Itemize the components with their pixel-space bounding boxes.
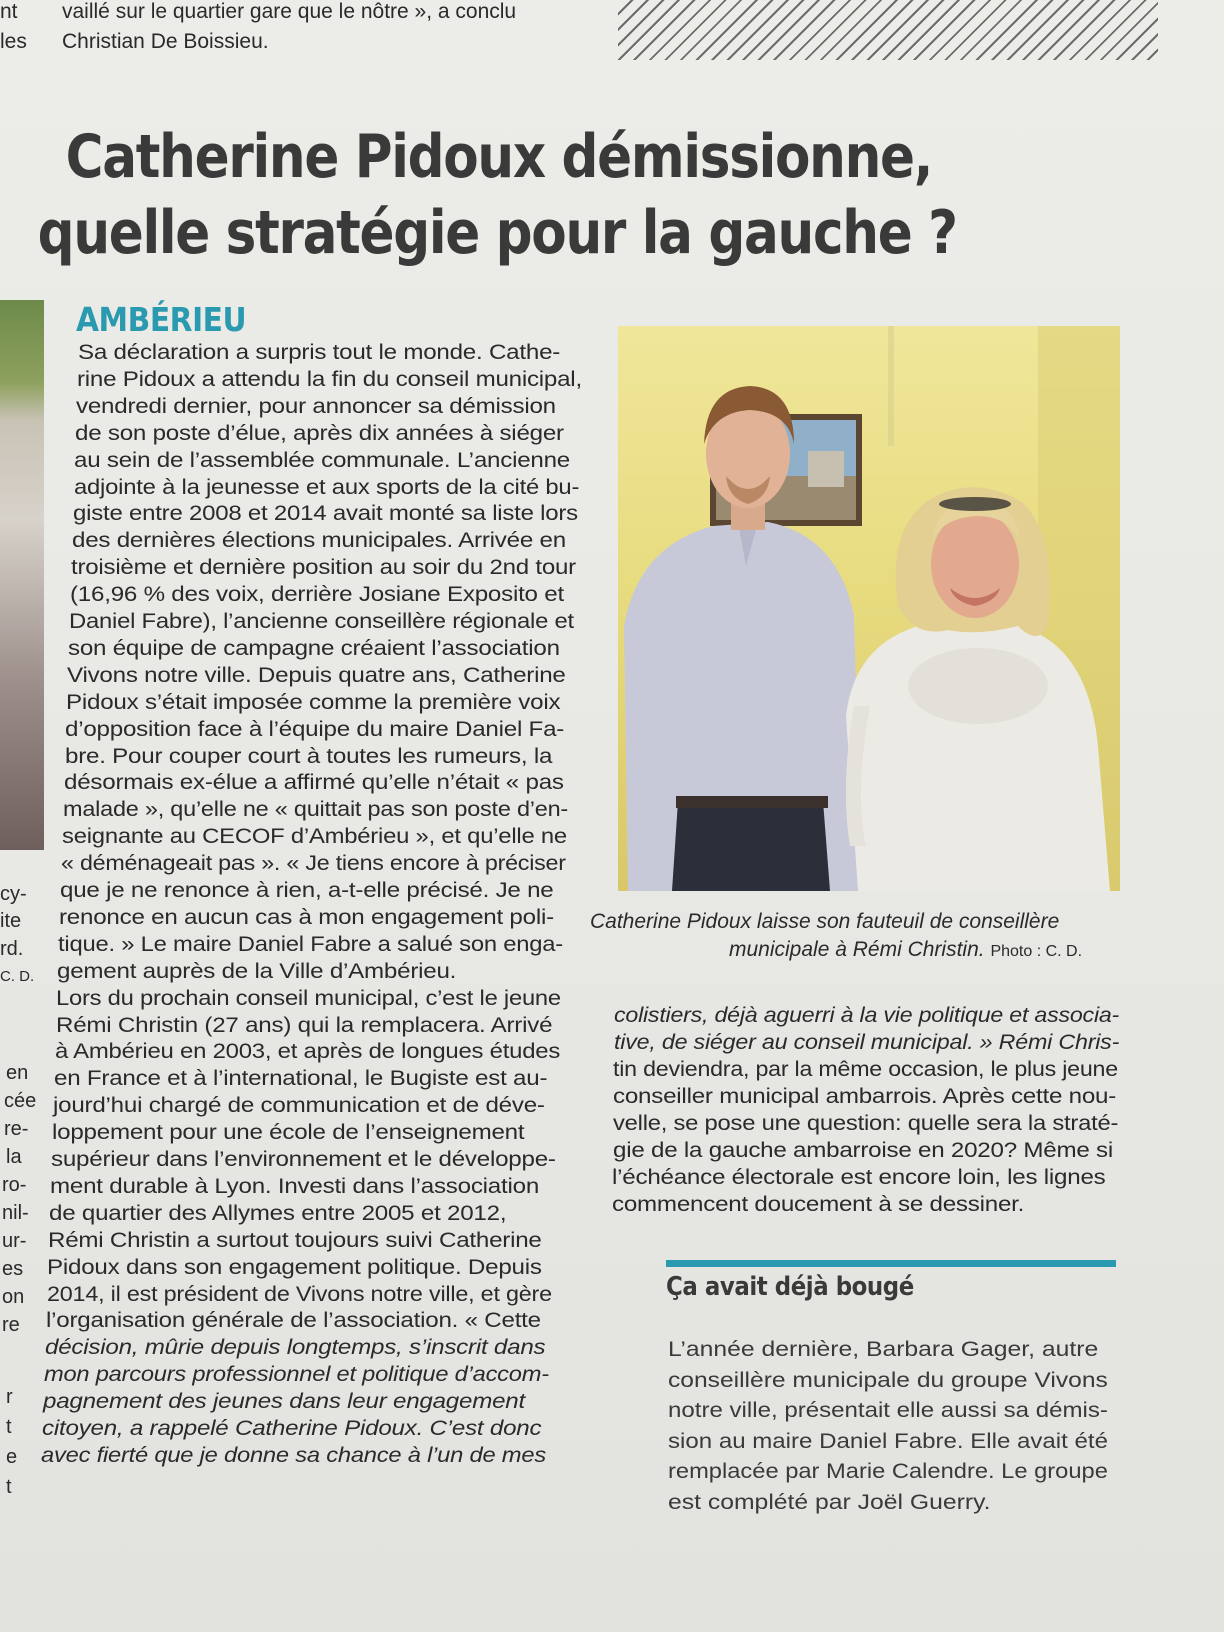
article-line: de son poste d’élue, après dix années à siéger — [75, 421, 564, 445]
article-line: 2014, il est président de Vivons notre ville, et gère — [47, 1282, 552, 1306]
article-line: velle, se pose une question: quelle sera la straté- — [613, 1112, 1119, 1135]
gutter-top-fragment: les — [0, 30, 27, 53]
article-line: tin deviendra, par la même occasion, le plus jeune — [613, 1058, 1118, 1081]
article-line: d’opposition face à l’équipe du maire Daniel Fa- — [65, 717, 565, 741]
article-line: adjointe à la jeunesse et aux sports de la cité bu- — [74, 475, 580, 499]
article-line: Pidoux s’était imposée comme la première voix — [66, 690, 561, 714]
article-line: l’organisation générale de l’association. « Cette — [46, 1309, 541, 1333]
article-line: gie de la gauche ambarroise en 2020? Même si — [613, 1139, 1114, 1162]
article-line: « déménageait pas ». « Je tiens encore à préciser — [61, 852, 566, 876]
sidebar-line: conseillère municipale du groupe Vivons — [668, 1367, 1108, 1392]
article-line: décision, mûrie depuis longtemps, s’inscrit dans — [45, 1336, 546, 1360]
gutter-fragment: en — [6, 1062, 29, 1084]
gutter-fragment: nil- — [2, 1202, 29, 1224]
article-line: des dernières élections municipales. Arrivée en — [72, 529, 566, 553]
article-line: renonce en aucun cas à mon engagement poli- — [59, 905, 554, 929]
article-line: (16,96 % des voix, derrière Josiane Exposito et — [70, 583, 564, 607]
article-line: troisième et dernière position au soir du 2nd tour — [71, 556, 576, 580]
article-photo — [618, 326, 1120, 891]
article-line: conseiller municipal ambarrois. Après cette nou- — [613, 1085, 1117, 1108]
article-line: jourd’hui chargé de communication et de déve- — [53, 1094, 545, 1118]
sidebar-title: Ça avait déjà bougé — [666, 1272, 914, 1302]
article-line: Lors du prochain conseil municipal, c’est le jeune — [56, 986, 561, 1010]
photo-caption: Catherine Pidoux laisse son fauteuil de conseillère — [590, 910, 1060, 933]
article-line: tique. » Le maire Daniel Fabre a salué son enga- — [58, 932, 563, 956]
article-line: au sein de l’assemblée communale. L’ancienne — [74, 448, 571, 472]
sidebar-line: sion au maire Daniel Fabre. Elle avait été — [668, 1428, 1108, 1453]
gutter-fragment: e — [6, 1446, 18, 1468]
article-line: bre. Pour couper court à toutes les rumeurs, la — [65, 744, 553, 768]
article-line: commencent doucement à se dessiner. — [612, 1193, 1025, 1216]
article-line: colistiers, déjà aguerri à la vie politique et associa- — [614, 1004, 1120, 1027]
previous-article-text: vaillé sur le quartier gare que le nôtre », a conclu — [62, 0, 517, 23]
gutter-fragment: ur- — [2, 1230, 27, 1252]
article-line: Sa déclaration a surpris tout le monde. Cathe- — [78, 341, 561, 364]
article-line: seignante au CECOF d’Ambérieu », et qu’elle ne — [62, 825, 567, 849]
article-line: l’échéance électorale est encore loin, les lignes — [612, 1166, 1106, 1189]
gutter-fragment: ite — [0, 910, 22, 932]
article-line: tive, de siéger au conseil municipal. » Rémi Chris- — [614, 1031, 1120, 1054]
article-line: que je ne renonce à rien, a-t-elle précisé. Je ne — [60, 879, 554, 902]
section-kicker: AMBÉRIEU — [76, 300, 247, 339]
gutter-fragment: cée — [4, 1090, 37, 1112]
gutter-fragment: re- — [4, 1118, 29, 1140]
article-line: rine Pidoux a attendu la fin du conseil municipal, — [77, 367, 582, 391]
gutter-fragment: t — [6, 1416, 12, 1438]
article-line: mon parcours professionnel et politique d’accom- — [44, 1363, 549, 1387]
gutter-fragment: ro- — [2, 1174, 27, 1196]
gutter-fragment: rd. — [0, 938, 24, 960]
photo-credit: Photo : C. D. — [990, 943, 1083, 960]
gutter-fragment: re — [2, 1314, 20, 1336]
article-line: ment durable à Lyon. Investi dans l’association — [50, 1174, 540, 1198]
article-line: Rémi Christin a surtout toujours suivi Catherine — [48, 1228, 542, 1252]
headline-line: Catherine Pidoux démissionne, — [65, 122, 933, 192]
article-line: citoyen, a rappelé Catherine Pidoux. C’est donc — [42, 1417, 542, 1440]
sidebar-line: est complété par Joël Guerry. — [668, 1490, 991, 1514]
article-line: Pidoux dans son engagement politique. Depuis — [47, 1255, 542, 1279]
gutter-fragment: C. D. — [0, 968, 35, 985]
article-line: Vivons notre ville. Depuis quatre ans, Catherine — [67, 663, 566, 687]
gutter-fragment: es — [2, 1258, 24, 1280]
decorative-hatch — [618, 0, 1158, 60]
article-line: supérieur dans l’environnement et le développe- — [51, 1148, 556, 1171]
sidebar-line: notre ville, présentait elle aussi sa démis- — [668, 1398, 1108, 1423]
article-line: en France et à l’international, le Bugiste est au- — [54, 1067, 548, 1091]
article-line: Rémi Christin (27 ans) qui la remplacera. Arrivé — [56, 1013, 553, 1037]
article-line: avec fierté que je donne sa chance à l’un de mes — [41, 1443, 546, 1467]
gutter-fragment: t — [6, 1476, 12, 1498]
sidebar-accent-rule — [666, 1260, 1116, 1267]
article-line: à Ambérieu en 2003, et après de longues études — [55, 1040, 561, 1064]
gutter-fragment: la — [6, 1146, 22, 1168]
article-line: de quartier des Allymes entre 2005 et 2012, — [49, 1201, 507, 1225]
article-line: pagnement des jeunes dans leur engagement — [43, 1390, 525, 1414]
article-line: Daniel Fabre), l’ancienne conseillère régionale et — [69, 610, 574, 633]
article-line: giste entre 2008 et 2014 avait monté sa liste lors — [73, 502, 578, 526]
gutter-fragment: r — [6, 1386, 13, 1408]
photo-illustration — [618, 326, 1120, 891]
article-line: son équipe de campagne créaient l’association — [68, 636, 560, 660]
article-line: malade », qu’elle ne « quittait pas son poste d’en- — [63, 798, 569, 822]
gutter-fragment: cy- — [0, 883, 27, 905]
gutter-fragment: on — [2, 1286, 25, 1308]
article-line: loppement pour une école de l’enseignement — [52, 1121, 525, 1145]
article-line: vendredi dernier, pour annoncer sa démission — [76, 394, 556, 418]
sidebar-line: L’année dernière, Barbara Gager, autre — [668, 1337, 1099, 1361]
article-line: gement auprès de la Ville d’Ambérieu. — [57, 959, 457, 983]
photo-caption-text: municipale à Rémi Christin. — [729, 938, 985, 961]
photo-caption — [729, 938, 1082, 962]
headline-line: quelle stratégie pour la gauche ? — [37, 198, 957, 268]
previous-article-text: Christian De Boissieu. — [62, 30, 269, 53]
article-line: désormais ex-élue a affirmé qu’elle n’était « pas — [64, 771, 564, 795]
adjacent-photo — [0, 300, 44, 850]
sidebar-line: remplacée par Marie Calendre. Le groupe — [668, 1459, 1108, 1484]
gutter-top-fragment: nt — [0, 0, 18, 23]
